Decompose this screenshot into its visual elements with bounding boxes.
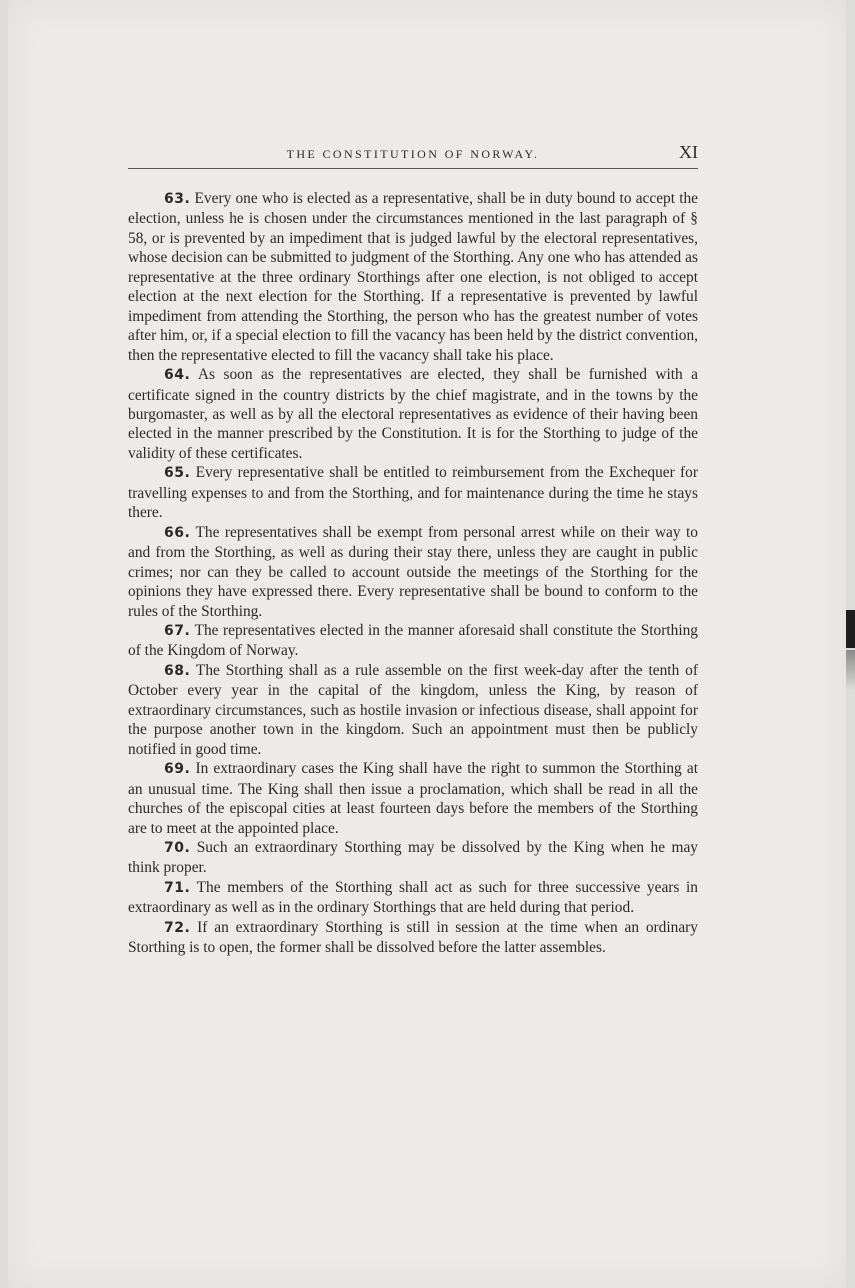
article-number: 63.	[164, 191, 191, 207]
article-text: The members of the Storthing shall act as such for three successive years in extraordinary as well as in the ordinary Storthings that are held during that period.	[128, 878, 698, 917]
article-71	[128, 878, 698, 918]
article-68	[128, 661, 698, 759]
article-number: 68.	[164, 662, 191, 679]
article-number: 70.	[164, 839, 191, 856]
page-number: XI	[679, 142, 698, 162]
article-67	[128, 621, 698, 661]
page-body	[128, 189, 698, 958]
page-header	[128, 142, 698, 168]
page-edge-mark	[846, 610, 855, 648]
article-number: 71.	[164, 879, 191, 896]
article-number: 69.	[164, 761, 191, 778]
article-66	[128, 523, 698, 621]
article-number: 65.	[164, 465, 191, 482]
article-65	[128, 463, 698, 522]
article-text: The representatives elected in the manner aforesaid shall constitute the Storthing of the Kingdom of Norway.	[128, 621, 698, 660]
article-64	[128, 365, 698, 463]
article-text: In extraordinary cases the King shall have the right to summon the Storthing at an unusual time. The King shall then issue a proclamation, which shall be read in all the churches of the episcopal cities at least fourteen days before the members of the Storthing are to meet at the appointed place.	[128, 760, 698, 837]
article-number: 67.	[164, 622, 191, 639]
article-72	[128, 918, 698, 958]
article-text: Such an extraordinary Storthing may be dissolved by the King when he may think proper.	[128, 838, 698, 877]
article-63	[128, 189, 698, 365]
article-text: If an extraordinary Storthing is still in session at the time when an ordinary Storthing is to open, the former shall be dissolved before the latter assembles.	[128, 918, 698, 957]
page-edge-shadow	[846, 650, 855, 690]
header-rule	[128, 168, 698, 169]
article-number: 64.	[164, 367, 191, 384]
article-number: 72.	[164, 919, 191, 936]
article-text: The representatives shall be exempt from personal arrest while on their way to and from the Storthing, as well as during their stay there, unless they are caught in public crimes; nor can they be called to account outside the meetings of the Storthing for the opinions they have expressed there. Every representative shall be bound to conform to the rules of the Storthing.	[128, 523, 698, 620]
article-text: The Storthing shall as a rule assemble on the first week-day after the tenth of October every year in the capital of the kingdom, unless the King, by reason of extraordinary circumstances, such as hostile invasion or infectious disease, shall appoint for the purpose another town in the kingdom. Such an appointment must then be publicly notified in good time.	[128, 661, 698, 758]
article-70	[128, 838, 698, 878]
running-title: THE CONSTITUTION OF NORWAY.	[286, 147, 540, 161]
article-text: As soon as the representatives are elected, they shall be furnished with a certificate signed in the country districts by the chief magistrate, and in the towns by the burgomaster, as well as by all the electoral representatives as evidence of their having been elected in the manner prescribed by the Constitution. It is for the Storthing to judge of the validity of these certificates.	[128, 366, 698, 462]
article-text: Every one who is elected as a representative, shall be in duty bound to accept the election, unless he is chosen under the circumstances mentioned in the last paragraph of § 58, or is prevented by an impediment that is judged lawful by the electoral representatives, whose decision can be submitted to judgment of the Storthing. Any one who has attended as representative at the three ordinary Storthings after one election, is not obliged to accept election at the next election for the Storthing. If a representative is prevented by lawful impediment from attending the Storthing, the person who has the greatest number of votes after him, or, if a special election to fill the vacancy has been held by the district convention, then the representative elected to fill the vacancy shall take his place.	[128, 190, 698, 364]
article-text: Every representative shall be entitled to reimbursement from the Exchequer for travelling expenses to and from the Storthing, and for maintenance during the time he stays there.	[128, 464, 698, 522]
article-number: 66.	[164, 524, 191, 541]
article-69	[128, 759, 698, 838]
